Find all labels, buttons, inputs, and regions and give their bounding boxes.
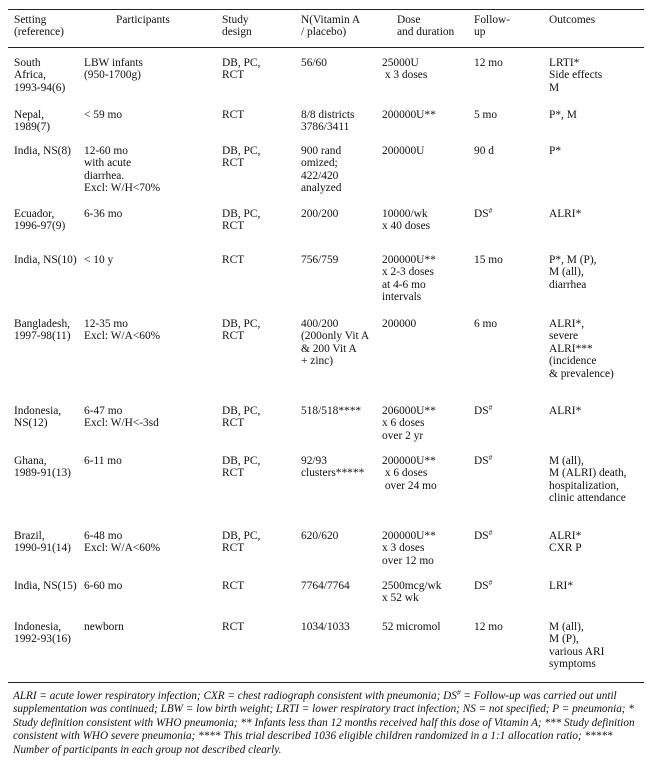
- table-footnote: [13, 690, 641, 757]
- cell-followup: [474, 145, 494, 157]
- cell-n: [301, 405, 361, 417]
- cell-dose: [382, 405, 436, 442]
- cell-text: DS: [474, 405, 489, 417]
- cell-n: [301, 109, 354, 134]
- cell-text: M (all), M (P), various ARI symptoms: [549, 621, 605, 671]
- cell-text: 900 rand omized; 422/420 analyzed: [301, 145, 342, 195]
- cell-followup: [474, 530, 492, 542]
- cell-text: 200000U** x 3 doses over 12 mo: [382, 530, 436, 567]
- cell-setting: [14, 208, 65, 233]
- cell-setting: [14, 405, 61, 430]
- cell-n: [301, 57, 327, 69]
- cell-followup: [474, 621, 503, 633]
- cell-text: 8/8 districts 3786/3411: [301, 109, 355, 134]
- cell-participants: [84, 530, 160, 555]
- cell-text: 5 mo: [474, 109, 498, 121]
- cell-text: 90 d: [474, 145, 494, 157]
- cell-text: Brazil, 1990-91(14): [14, 530, 71, 555]
- cell-setting: [14, 455, 71, 480]
- cell-outcomes: [549, 621, 604, 671]
- cell-text: LBW infants (950-1700g): [84, 57, 143, 82]
- cell-text: DS: [474, 208, 489, 220]
- footnote-text-1: ALRI = acute lower respiratory infection; CXR = chest radiograph consistent with pneumonia; DS: [13, 690, 457, 702]
- cell-text: 6-48 mo Excl: W/A<60%: [84, 530, 161, 555]
- cell-participants: [84, 621, 124, 633]
- followup-sup: #: [488, 528, 493, 537]
- cell-outcomes: [549, 208, 581, 220]
- followup-sup: #: [488, 453, 493, 462]
- cell-design: [222, 580, 244, 592]
- cell-text: Nepal, 1989(7): [14, 109, 51, 134]
- cell-text: DB, PC, RCT: [222, 318, 261, 343]
- followup-sup: #: [488, 578, 493, 587]
- cell-text: 200/200: [301, 208, 339, 220]
- cell-participants: [84, 318, 160, 343]
- cell-outcomes: [549, 318, 614, 380]
- cell-text: LRI*: [549, 580, 574, 592]
- cell-outcomes: [549, 109, 577, 121]
- cell-design: [222, 57, 260, 82]
- cell-design: [222, 208, 260, 233]
- cell-text: Ghana, 1989-91(13): [14, 455, 71, 480]
- cell-dose: [382, 254, 436, 304]
- cell-text: P*, M: [549, 109, 577, 121]
- cell-participants: [84, 405, 159, 430]
- cell-dose: [382, 145, 424, 157]
- cell-text: 12-60 mo with acute diarrhea. Excl: W/H<70%: [84, 145, 161, 195]
- cell-n: [301, 254, 338, 266]
- cell-participants: [84, 57, 143, 82]
- cell-followup: [474, 580, 492, 592]
- cell-text: 6-47 mo Excl: W/H<-3sd: [84, 405, 159, 430]
- cell-outcomes: [549, 530, 582, 555]
- cell-setting: [14, 530, 71, 555]
- cell-outcomes: [549, 145, 561, 157]
- cell-dose: [382, 208, 430, 233]
- cell-design: [222, 145, 260, 170]
- cell-text: Indonesia, NS(12): [14, 405, 62, 430]
- cell-text: RCT: [222, 254, 245, 266]
- cell-n: [301, 530, 338, 542]
- cell-text: 200000U** x 6 doses over 24 mo: [382, 455, 437, 492]
- header-rule: [8, 47, 644, 48]
- cell-text: 620/620: [301, 530, 339, 542]
- cell-setting: [14, 109, 50, 134]
- cell-text: DB, PC, RCT: [222, 208, 261, 233]
- cell-text: 756/759: [301, 254, 339, 266]
- cell-n: [301, 455, 364, 480]
- cell-text: 6-60 mo: [84, 580, 123, 592]
- cell-followup: [474, 57, 503, 69]
- cell-outcomes: [549, 455, 627, 505]
- cell-setting: [14, 318, 71, 343]
- cell-setting: [14, 57, 65, 94]
- header-dose: Dose and duration: [397, 14, 455, 39]
- followup-sup: #: [488, 206, 493, 215]
- cell-text: 206000U** x 6 doses over 2 yr: [382, 405, 436, 442]
- header-outcomes: Outcomes: [549, 14, 596, 26]
- cell-text: ALRI*, severe ALRI*** (incidence & prevalence): [549, 318, 614, 380]
- cell-n: [301, 145, 341, 195]
- footnote-text-2: = Follow-up was carried out until supplementation was continued; LBW = low birth weight; LRTI = lower respiratory tract infection; NS = not specified; P = pneumonia; * Study definition consistent with WHO pneumonia; ** Infants less than 12 months received half this dose of Vitamin A; *** Study definition consistent with WHO severe pneumonia; **** This trial described 1036 eligible children randomized in a 1:1 allocation ratio; ***** Number of participants in each group not described clearly.: [13, 690, 635, 756]
- cell-setting: [14, 254, 77, 266]
- cell-text: 7764/7764: [301, 580, 350, 592]
- cell-text: 518/518****: [301, 405, 362, 417]
- cell-participants: [84, 580, 122, 592]
- cell-text: LRTI* Side effects M: [549, 57, 603, 94]
- cell-design: [222, 109, 244, 121]
- cell-text: DB, PC, RCT: [222, 530, 261, 555]
- cell-dose: [382, 580, 441, 605]
- cell-text: < 59 mo: [84, 109, 123, 121]
- header-design: Study design: [222, 14, 252, 39]
- cell-text: Ecuador, 1996-97(9): [14, 208, 66, 233]
- cell-text: 10000/wk x 40 doses: [382, 208, 431, 233]
- cell-text: 200000U**: [382, 109, 436, 121]
- cell-text: Bangladesh, 1997-98(11): [14, 318, 71, 343]
- cell-text: DB, PC, RCT: [222, 145, 261, 170]
- cell-outcomes: [549, 580, 573, 592]
- cell-text: RCT: [222, 580, 245, 592]
- cell-participants: [84, 109, 122, 121]
- cell-setting: [14, 145, 71, 157]
- cell-text: RCT: [222, 109, 245, 121]
- cell-setting: [14, 580, 77, 592]
- cell-participants: [84, 145, 160, 195]
- cell-text: 12 mo: [474, 621, 503, 633]
- cell-text: 200000: [382, 318, 417, 330]
- cell-text: 6 mo: [474, 318, 498, 330]
- cell-outcomes: [549, 254, 596, 291]
- cell-followup: [474, 455, 492, 467]
- cell-text: 92/93 clusters*****: [301, 455, 365, 480]
- cell-design: [222, 405, 260, 430]
- cell-text: DS: [474, 580, 489, 592]
- cell-text: DS: [474, 455, 489, 467]
- cell-dose: [382, 318, 416, 330]
- cell-text: 56/60: [301, 57, 327, 69]
- cell-outcomes: [549, 57, 602, 94]
- cell-n: [301, 208, 338, 220]
- cell-text: 25000U x 3 doses: [382, 57, 428, 82]
- cell-participants: [84, 254, 113, 266]
- footnote-sup: #: [456, 688, 461, 697]
- cell-followup: [474, 405, 492, 417]
- cell-design: [222, 530, 260, 555]
- cell-text: ALRI*: [549, 405, 582, 417]
- cell-n: [301, 318, 369, 368]
- cell-n: [301, 580, 350, 592]
- cell-text: 200000U: [382, 145, 425, 157]
- cell-text: India, NS(15): [14, 580, 77, 592]
- cell-followup: [474, 318, 497, 330]
- cell-followup: [474, 254, 503, 266]
- cell-text: < 10 y: [84, 254, 114, 266]
- cell-text: 6-11 mo: [84, 455, 122, 467]
- cell-design: [222, 621, 244, 633]
- cell-text: 400/200 (200only Vit A & 200 Vit A + zinc): [301, 318, 370, 368]
- cell-text: DB, PC, RCT: [222, 405, 261, 430]
- cell-text: M (all), M (ALRI) death, hospitalization, clinic attendance: [549, 455, 627, 505]
- cell-dose: [382, 109, 436, 121]
- cell-followup: [474, 208, 492, 220]
- cell-text: 12 mo: [474, 57, 503, 69]
- cell-text: 15 mo: [474, 254, 503, 266]
- cell-text: 52 micromol: [382, 621, 441, 633]
- header-n: N(Vitamin A / placebo): [301, 14, 361, 39]
- cell-text: RCT: [222, 621, 245, 633]
- cell-text: 12-35 mo Excl: W/A<60%: [84, 318, 161, 343]
- cell-text: India, NS(8): [14, 145, 71, 157]
- cell-text: 1034/1033: [301, 621, 350, 633]
- cell-setting: [14, 621, 71, 646]
- cell-followup: [474, 109, 497, 121]
- cell-text: DB, PC, RCT: [222, 455, 261, 480]
- cell-dose: [382, 455, 437, 492]
- bottom-rule: [8, 682, 644, 683]
- cell-outcomes: [549, 405, 581, 417]
- cell-dose: [382, 530, 436, 567]
- cell-text: DB, PC, RCT: [222, 57, 261, 82]
- header-followup: Follow- up: [474, 14, 511, 39]
- header-participants: Participants: [116, 14, 170, 26]
- cell-participants: [84, 455, 122, 467]
- cell-dose: [382, 621, 441, 633]
- cell-text: P*, M (P), M (all), diarrhea: [549, 254, 597, 291]
- cell-text: South Africa, 1993-94(6): [14, 57, 66, 94]
- cell-design: [222, 455, 260, 480]
- cell-text: newborn: [84, 621, 124, 633]
- cell-text: DS: [474, 530, 489, 542]
- cell-text: P*: [549, 145, 562, 157]
- cell-participants: [84, 208, 122, 220]
- cell-text: India, NS(10): [14, 254, 77, 266]
- cell-text: 200000U** x 2-3 doses at 4-6 mo intervals: [382, 254, 436, 304]
- cell-design: [222, 254, 244, 266]
- top-rule: [8, 9, 644, 10]
- cell-text: ALRI*: [549, 208, 582, 220]
- cell-text: Indonesia, 1992-93(16): [14, 621, 71, 646]
- cell-n: [301, 621, 350, 633]
- cell-text: 6-36 mo: [84, 208, 123, 220]
- header-setting: Setting (reference): [14, 14, 64, 39]
- cell-text: ALRI* CXR P: [549, 530, 582, 555]
- cell-text: 2500mcg/wk x 52 wk: [382, 580, 442, 605]
- cell-dose: [382, 57, 427, 82]
- cell-design: [222, 318, 260, 343]
- followup-sup: #: [488, 403, 493, 412]
